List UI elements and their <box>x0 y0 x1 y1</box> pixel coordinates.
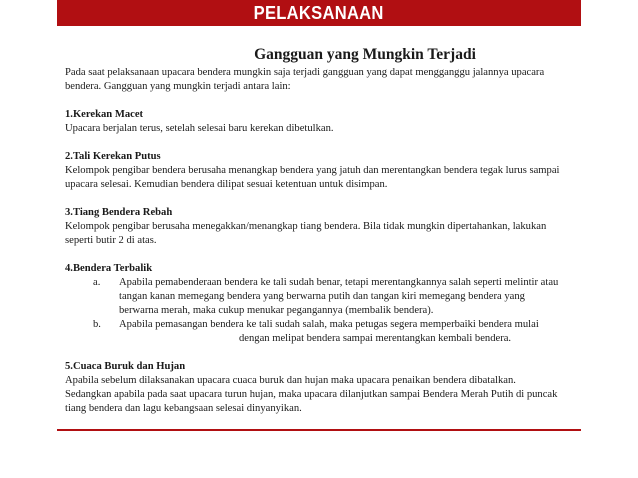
spacer <box>65 192 570 206</box>
section-text: upacara selesai. Kemudian bendera dilipat sesuai ketentuan untuk disimpan. <box>65 179 388 190</box>
section-text: Upacara berjalan terus, setelah selesai baru kerekan dibetulkan. <box>65 123 334 134</box>
section-title: 3.Tiang Bendera Rebah <box>65 207 173 218</box>
section-title: 5.Cuaca Buruk dan Hujan <box>65 361 186 372</box>
section-text: Apabila sebelum dilaksanakan upacara cuaca buruk dan hujan maka upacara penaikan bendera dibatalkan. <box>65 375 516 386</box>
section-text: Apabila pemabenderaan bendera ke tali sudah benar, tetapi merentangkannya salah seperti melintir atau <box>119 277 559 288</box>
section-text: seperti butir 2 di atas. <box>65 235 157 246</box>
page-title: PELAKSANAAN <box>253 2 385 23</box>
intro-line: Pada saat pelaksanaan upacara bendera mungkin saja terjadi gangguan yang dapat mengganggu jalannya upacara <box>65 67 545 78</box>
section-text: tiang bendera dan lagu kebangsaan selesai dinyanyikan. <box>65 403 302 414</box>
section-text: Kelompok pengibar bendera berusaha menangkap bendera yang jatuh dan merentangkan bendera tegak lurus sampai <box>65 165 560 176</box>
list-item <box>65 318 570 346</box>
section-title: 2.Tali Kerekan Putus <box>65 151 161 162</box>
bottom-divider <box>57 429 581 431</box>
spacer <box>65 346 570 360</box>
section-text: berwarna merah, maka cukup menukar pegangannya (membalik bendera). <box>119 305 434 316</box>
section-text: Kelompok pengibar berusaha menegakkan/menangkap tiang bendera. Bila tidak mungkin dipertahankan, lakukan <box>65 221 547 232</box>
section-text: Apabila pemasangan bendera ke tali sudah salah, maka petugas segera memperbaiki bendera mulai <box>119 319 539 330</box>
spacer <box>65 94 570 108</box>
section-text: tangan kanan memegang bendera yang berwarna putih dan tangan kiri memegang bendera yang <box>119 291 525 302</box>
section-title: 4.Bendera Terbalik <box>65 263 153 274</box>
list-marker: b. <box>93 319 101 330</box>
section-title: 1.Kerekan Macet <box>65 109 144 120</box>
spacer <box>65 248 570 262</box>
intro-line: bendera. Gangguan yang mungkin terjadi antara lain: <box>65 81 291 92</box>
section-text: Sedangkan apabila pada saat upacara turun hujan, maka upacara dilanjutkan sampai Bendera Merah Putih di puncak <box>65 389 558 400</box>
list-item-text <box>119 318 570 346</box>
section-text: dengan melipat bendera sampai merentangkan kembali bendera. <box>239 333 512 344</box>
list-item-text <box>119 276 570 318</box>
header-bar <box>57 0 581 26</box>
document-subtitle: Gangguan yang Mungkin Terjadi <box>254 46 476 63</box>
list-marker: a. <box>93 277 101 288</box>
spacer <box>65 136 570 150</box>
list-item <box>65 276 570 318</box>
document-body <box>65 46 570 416</box>
